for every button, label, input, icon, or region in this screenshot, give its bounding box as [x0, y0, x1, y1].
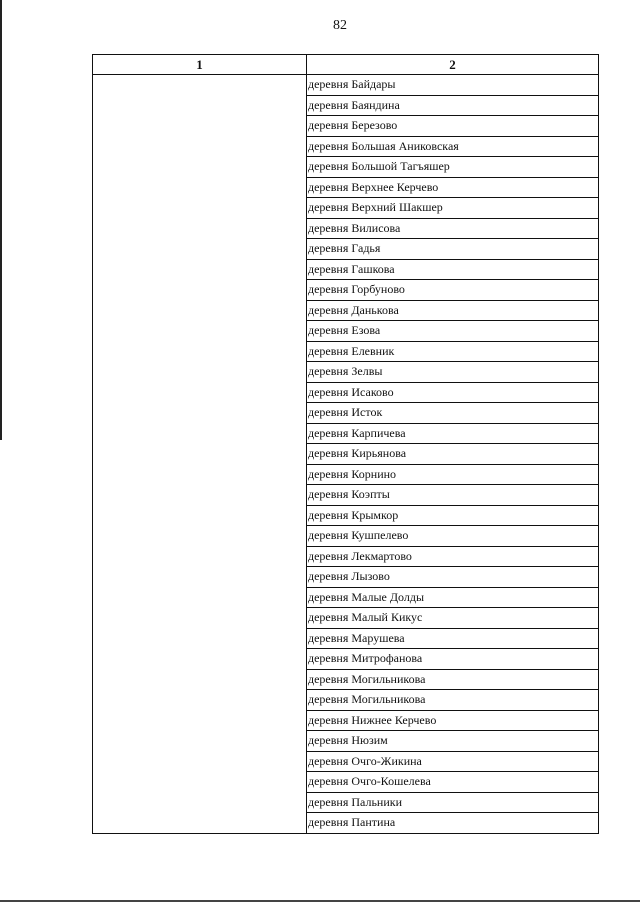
table-header-row [93, 55, 599, 75]
settlement-name-cell: деревня Елевник [307, 341, 599, 362]
settlement-name-cell: деревня Марушева [307, 628, 599, 649]
settlement-name-cell: деревня Нюзим [307, 731, 599, 752]
scan-bottom-edge [0, 900, 640, 902]
settlement-name-cell: деревня Исаково [307, 382, 599, 403]
settlement-name-cell: деревня Горбуново [307, 280, 599, 301]
settlement-name-cell: деревня Пантина [307, 813, 599, 834]
settlements-table [92, 54, 599, 834]
settlement-name-cell: деревня Гашкова [307, 259, 599, 280]
settlement-name-cell: деревня Езова [307, 321, 599, 342]
column-header-1: 1 [93, 55, 307, 75]
settlement-name-cell: деревня Могильникова [307, 690, 599, 711]
settlement-name-cell: деревня Кушпелево [307, 526, 599, 547]
settlement-name-cell: деревня Березово [307, 116, 599, 137]
settlement-name-cell: деревня Корнино [307, 464, 599, 485]
settlement-name-cell: деревня Очго-Кошелева [307, 772, 599, 793]
settlement-name-cell: деревня Малый Кикус [307, 608, 599, 629]
settlement-name-cell: деревня Малые Долды [307, 587, 599, 608]
column-1-cell [93, 75, 307, 834]
settlement-name-cell: деревня Карпичева [307, 423, 599, 444]
scan-left-edge [0, 0, 2, 440]
column-header-2: 2 [307, 55, 599, 75]
settlement-name-cell: деревня Байдары [307, 75, 599, 96]
settlement-name-cell: деревня Пальники [307, 792, 599, 813]
page-number: 82 [333, 18, 347, 33]
settlement-name-cell: деревня Баяндина [307, 95, 599, 116]
settlement-name-cell: деревня Исток [307, 403, 599, 424]
settlement-name-cell: деревня Большая Аниковская [307, 136, 599, 157]
settlement-name-cell: деревня Лызово [307, 567, 599, 588]
table-body [93, 75, 599, 834]
settlement-name-cell: деревня Коэпты [307, 485, 599, 506]
settlement-name-cell: деревня Митрофанова [307, 649, 599, 670]
settlement-name-cell: деревня Гадья [307, 239, 599, 260]
table-row [93, 75, 599, 96]
settlement-name-cell: деревня Верхний Шакшер [307, 198, 599, 219]
settlement-name-cell: деревня Могильникова [307, 669, 599, 690]
settlement-name-cell: деревня Лекмартово [307, 546, 599, 567]
settlement-name-cell: деревня Крымкор [307, 505, 599, 526]
settlement-name-cell: деревня Зелвы [307, 362, 599, 383]
settlement-name-cell: деревня Верхнее Керчево [307, 177, 599, 198]
settlement-name-cell: деревня Вилисова [307, 218, 599, 239]
settlement-name-cell: деревня Очго-Жикина [307, 751, 599, 772]
settlement-name-cell: деревня Данькова [307, 300, 599, 321]
settlement-name-cell: деревня Большой Тагъяшер [307, 157, 599, 178]
settlement-name-cell: деревня Кирьянова [307, 444, 599, 465]
settlement-name-cell: деревня Нижнее Керчево [307, 710, 599, 731]
